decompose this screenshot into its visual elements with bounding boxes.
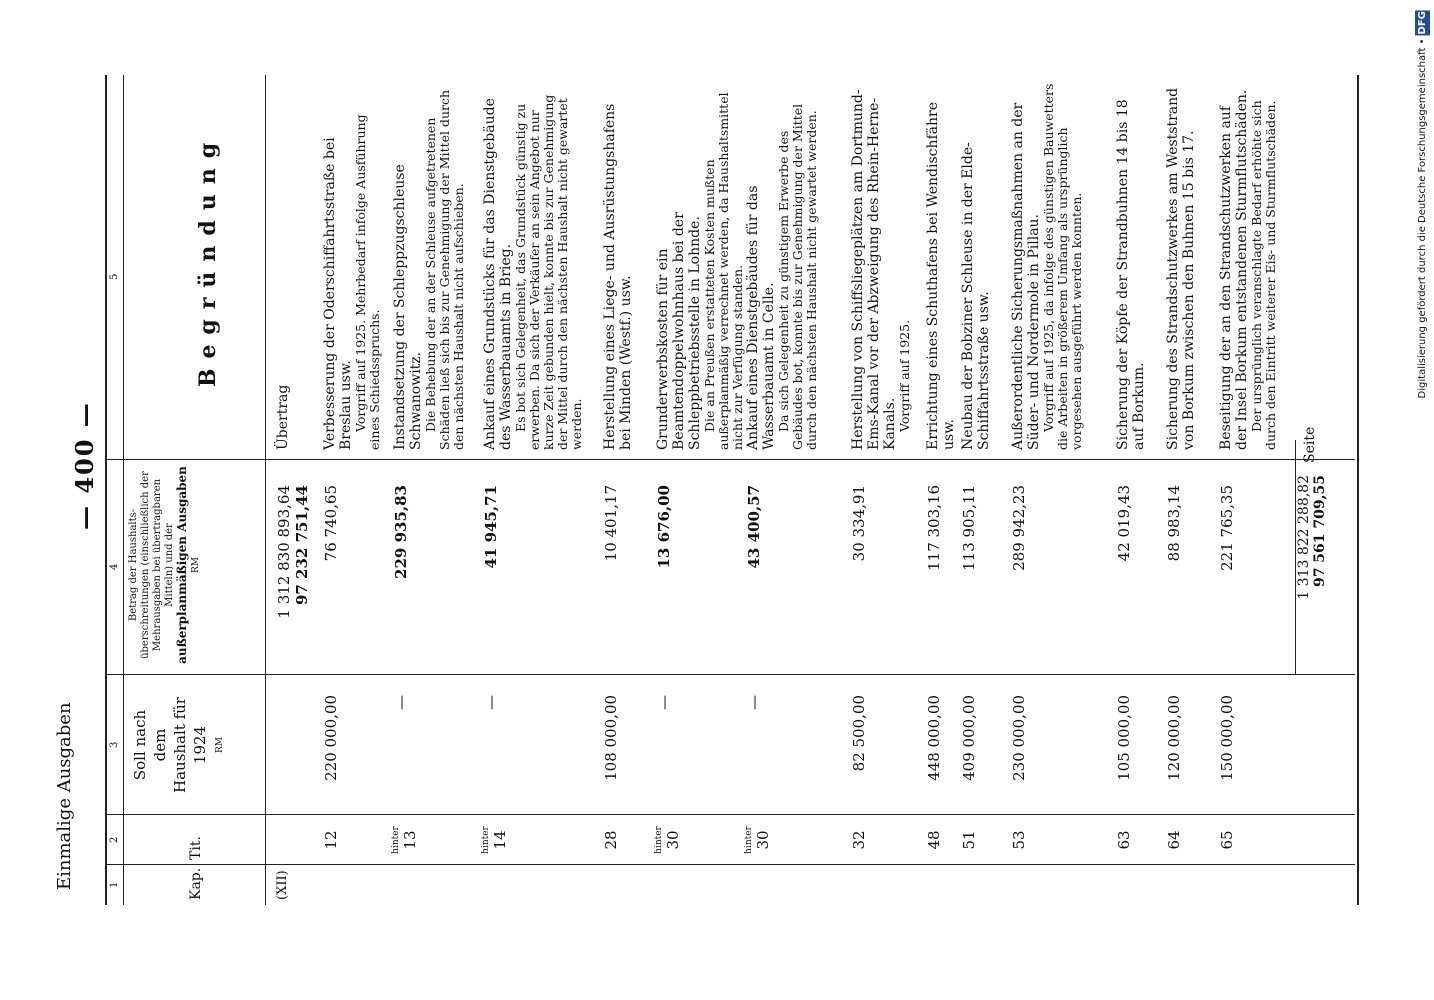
row-note: Die an Preußen erstatteten Kosten mußten außerplanmäßig verrechnet werden, da Haushaltsmittel nicht zur Verfügung standen. — [702, 92, 745, 450]
digitization-note — [1417, 10, 1428, 398]
tit-cell: 63 — [1115, 830, 1133, 850]
tit-cell — [482, 820, 509, 860]
soll-cell: 220 000,00 — [322, 695, 340, 781]
column-number: 4 — [109, 563, 120, 570]
tit-number: 13 — [401, 830, 419, 850]
betrag-cell: 42 019,43 — [1115, 485, 1133, 562]
header-betrag-unit: RM — [191, 557, 201, 573]
betrag-cell: 41 945,71 — [482, 485, 500, 569]
betrag-cell — [275, 485, 311, 675]
tit-prefix: hinter — [481, 826, 491, 854]
soll-cell: 108 000,00 — [602, 695, 620, 781]
total-amount: 1 313 822 288,82 — [1296, 475, 1312, 600]
soll-cell: 448 000,00 — [925, 695, 943, 781]
totals-amounts — [1296, 475, 1328, 675]
tit-number: 14 — [491, 830, 509, 850]
tit-prefix: hinter — [744, 826, 754, 854]
tit-prefix: hinter — [654, 826, 664, 854]
row-title: Grunderwerbskosten für ein Beamtendoppelwohnhaus bei der Schleppbetriebsstelle in Lohnde. — [655, 212, 703, 450]
tit-prefix: hinter — [391, 826, 401, 854]
row-note: Der ursprünglich veranschlagte Bedarf erhöhte sich durch den Eintritt weiterer Eis- und Sturmflutschäden. — [1249, 100, 1278, 450]
tit-cell: 28 — [602, 830, 620, 850]
betrag-cell: 229 935,83 — [392, 485, 410, 579]
column-divider — [105, 864, 1355, 865]
soll-cell: 120 000,00 — [1165, 695, 1183, 781]
section-heading: Einmalige Ausgaben — [54, 702, 75, 890]
header-betrag — [128, 465, 202, 665]
header-tit: Tit. — [188, 836, 204, 860]
betrag-cell: 88 983,14 — [1165, 485, 1183, 562]
tit-cell: 48 — [925, 830, 943, 850]
column-divider — [105, 459, 1355, 460]
text-cell: Sicherung der Köpfe der Strandbuhnen 14 bis 18 auf Borkum. — [1115, 99, 1147, 450]
row-note: Vorgriff auf 1925. — [897, 319, 912, 432]
text-cell — [1218, 80, 1278, 450]
soll-cell: 82 500,00 — [850, 695, 868, 772]
text-cell — [850, 80, 912, 450]
carry-amount: 1 312 830 893,64 — [275, 485, 293, 619]
totals-row — [1295, 426, 1328, 675]
text-cell — [655, 80, 745, 450]
text-cell — [1010, 80, 1084, 450]
soll-cell: — — [392, 695, 410, 710]
header-kap: Kap. — [188, 867, 204, 900]
betrag-cell: 13 676,00 — [655, 485, 673, 569]
betrag-cell: 221 765,35 — [1218, 485, 1236, 571]
header-rule — [123, 75, 124, 905]
tit-cell: 32 — [850, 830, 868, 850]
header-betrag-label: Betrag der Haushalts-überschreitungen (einschließlich der Mehrausgaben bei übertragbaren Mitteln) und der — [128, 471, 175, 659]
tit-cell — [655, 820, 682, 860]
soll-cell: 409 000,00 — [960, 695, 978, 781]
row-title: Herstellung von Schiffsliegeplätzen am Dortmund-Ems-Kanal vor der Abzweigung des Rhein-Herne-Kanals. — [850, 89, 898, 450]
column-number: 1 — [109, 881, 120, 888]
text-cell — [322, 80, 382, 450]
carry-amount-2: 97 232 751,44 — [293, 485, 311, 606]
row-title: Außerordentliche Sicherungsmaßnahmen an der Süder- und Nordermole in Pillau. — [1010, 102, 1042, 450]
header-soll-unit: RM — [215, 737, 225, 753]
tit-cell: 51 — [960, 830, 978, 850]
row-note: Vorgriff auf 1925. Mehrbedarf infolge Ausführung eines Schiedsspruchs. — [353, 114, 382, 450]
soll-cell: 150 000,00 — [1218, 695, 1236, 781]
row-title: Verbesserung der Oderschiffahrtsstraße bei Breslau usw. — [322, 137, 354, 450]
text-cell — [392, 80, 466, 450]
soll-cell: — — [655, 695, 673, 710]
totals-label: Seite — [1302, 426, 1318, 463]
betrag-cell: 289 942,23 — [1010, 485, 1028, 571]
text-cell — [482, 80, 584, 450]
total-amount-2: 97 561 709,55 — [1312, 475, 1328, 588]
header-begruendung: Begründung — [195, 132, 221, 388]
betrag-cell: 117 303,16 — [925, 485, 943, 571]
text-cell: Neubau der Bobziner Schleuse in der Elde-Schiffahrtsstraße usw. — [960, 142, 992, 450]
tit-cell: 53 — [1010, 830, 1028, 850]
tit-cell: 65 — [1218, 830, 1236, 850]
digitization-text: Digitalisierung gefördert durch die Deutsche Forschungsgemeinschaft • — [1417, 38, 1428, 399]
row-title: Instandsetzung der Schleppzugschleuse Schwanowitz. — [392, 164, 424, 450]
betrag-cell: 113 905,11 — [960, 485, 978, 571]
dfg-logo: DFG — [1417, 11, 1428, 35]
tit-cell: 12 — [322, 830, 340, 850]
row-note: Die Behebung der an der Schleuse aufgetretenen Schäden ließ sich bis zur Genehmigung der Mittel durch den nächsten Haushalt nicht aufschieben. — [423, 89, 466, 450]
column-number: 2 — [109, 836, 120, 843]
betrag-cell: 10 401,17 — [602, 485, 620, 562]
kap-cell: (XII) — [275, 870, 290, 900]
soll-cell: 230 000,00 — [1010, 695, 1028, 781]
row-note: Da sich Gelegenheit zu günstigem Erwerbe des Gebäudes bot, konnte bis zur Genehmigung der Mittel durch den nächsten Haushalt nicht gewartet werden. — [776, 103, 819, 450]
tit-number: 30 — [664, 830, 682, 850]
betrag-cell: 43 400,57 — [745, 485, 763, 569]
soll-cell: — — [482, 695, 500, 710]
text-cell: Herstellung eines Liege- und Ausrüstungshafens bei Minden (Westf.) usw. — [602, 103, 634, 450]
betrag-cell: 30 334,91 — [850, 485, 868, 562]
row-title: Ankauf eines Dienstgebäudes für das Wasserbauamt in Celle. — [745, 185, 777, 450]
tit-number: 30 — [754, 830, 772, 850]
text-cell: Übertrag — [275, 384, 291, 450]
header-rule — [265, 75, 266, 905]
column-divider — [105, 814, 1355, 815]
row-title: Beseitigung der an den Strandschutzwerken auf der Insel Borkum entstandenen Sturmflutschäden. — [1218, 89, 1250, 450]
row-note: Es bot sich Gelegenheit, das Grundstück günstig zu erwerben. Da sich der Verkäufer an sein Angebot nur kurze Zeit gebunden hielt, konnte bis zur Genehmigung der Mittel durch den nächsten Haushalt nicht gewartet werden. — [513, 94, 584, 450]
column-number: 5 — [109, 273, 120, 280]
row-title: Ankauf eines Grundstücks für das Dienstgebäude des Wasserbauamts in Brieg. — [482, 98, 514, 450]
tit-cell — [392, 820, 419, 860]
header-soll — [130, 695, 230, 795]
row-note: Vorgriff auf 1925, da infolge des günstigen Bauwetters die Arbeiten in größerem Umfang als ursprünglich vorgesehen ausgeführt werden konnten. — [1041, 83, 1084, 450]
text-cell — [745, 80, 819, 450]
betrag-cell: 76 740,65 — [322, 485, 340, 562]
text-cell: Errichtung eines Schuthafens bei Wendischfähre usw. — [925, 101, 957, 450]
text-cell: Sicherung des Strandschutzwerkes am Weststrand von Borkum zwischen den Buhnen 15 bis 17. — [1165, 87, 1197, 450]
header-soll-label: Soll nach dem Haushalt für 1924 — [131, 697, 209, 793]
soll-cell: 105 000,00 — [1115, 695, 1133, 781]
tit-cell: 64 — [1165, 830, 1183, 850]
tit-cell — [745, 820, 772, 860]
soll-cell: — — [745, 695, 763, 710]
header-betrag-bold: außerplanmäßigen Ausgaben — [175, 466, 189, 664]
column-number: 3 — [109, 741, 120, 748]
page-number: — 400 — — [70, 401, 99, 530]
